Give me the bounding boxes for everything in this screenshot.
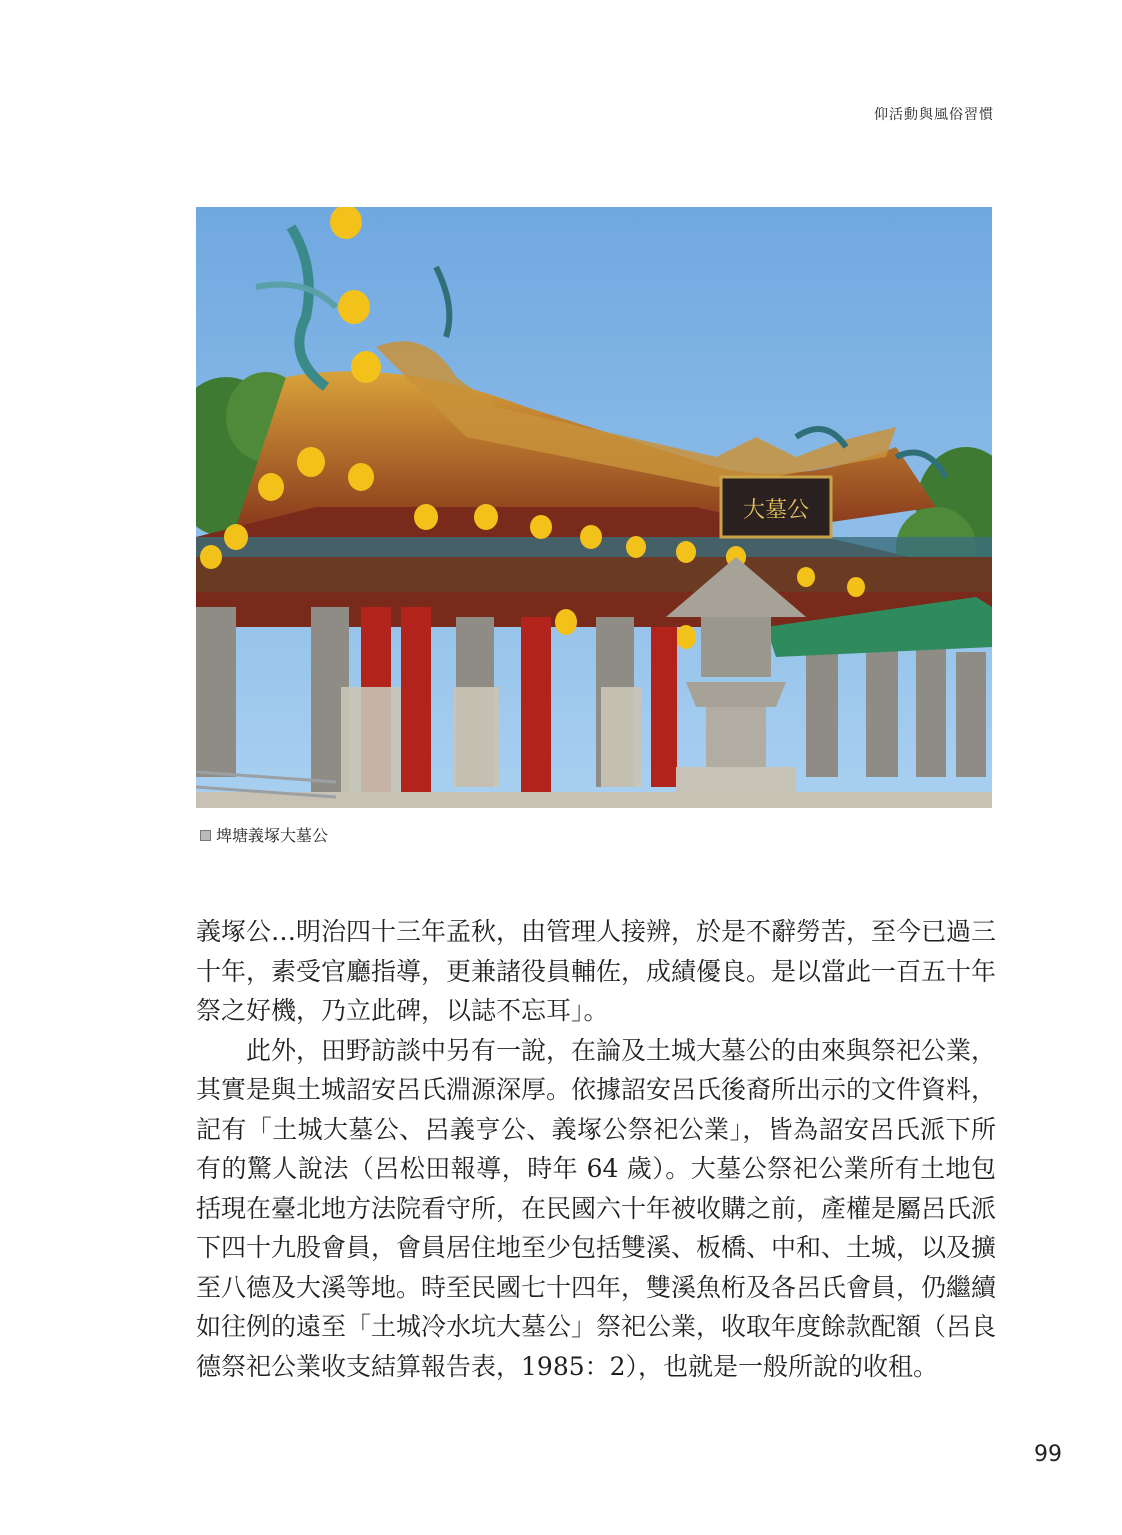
plaque-text: 大墓公 bbox=[742, 498, 810, 523]
paragraph-1: 義塚公…明治四十三年孟秋，由管理人接辨，於是不辭勞苦，至今已過三十年，素受官廳指導，更兼諸役員輔佐，成績優良。是以當此一百五十年祭之好機，乃立此碑，以誌不忘耳」。 bbox=[196, 917, 997, 1025]
caption-text: 埤塘義塚大墓公 bbox=[216, 826, 329, 845]
temple-photo bbox=[196, 207, 992, 808]
running-header: 仰活動與風俗習慣 bbox=[874, 107, 994, 123]
caption-bullet-icon bbox=[200, 830, 211, 841]
figure-caption bbox=[200, 823, 328, 846]
page-number: 99 bbox=[1034, 1442, 1062, 1467]
paragraph-2: 此外，田野訪談中另有一說，在論及土城大墓公的由來與祭祀公業，其實是與土城詔安呂氏淵源深厚。依據詔安呂氏後裔所出示的文件資料，記有「土城大墓公、呂義亨公、義塚公祭祀公業」，皆為詔安呂氏派下所有的驚人說法（呂松田報導，時年 64 歲）。大墓公祭祀公業所有土地包括現在臺北地方法院看守所，在民國六十年被收購之前，產權是屬呂氏派下四十九股會員，會員居住地至少包括雙溪、板橋、中和、土城，以及擴至八德及大溪等地。時至民國七十四年，雙溪魚桁及各呂氏會員，仍繼續如往例的遠至「土城冷水坑大墓公」祭祀公業，收取年度餘款配額（呂良德祭祀公業收支結算報告表，1985：2），也就是一般所說的收租。 bbox=[196, 1035, 997, 1381]
body-text bbox=[196, 912, 996, 1386]
temple-plaque bbox=[721, 477, 831, 537]
